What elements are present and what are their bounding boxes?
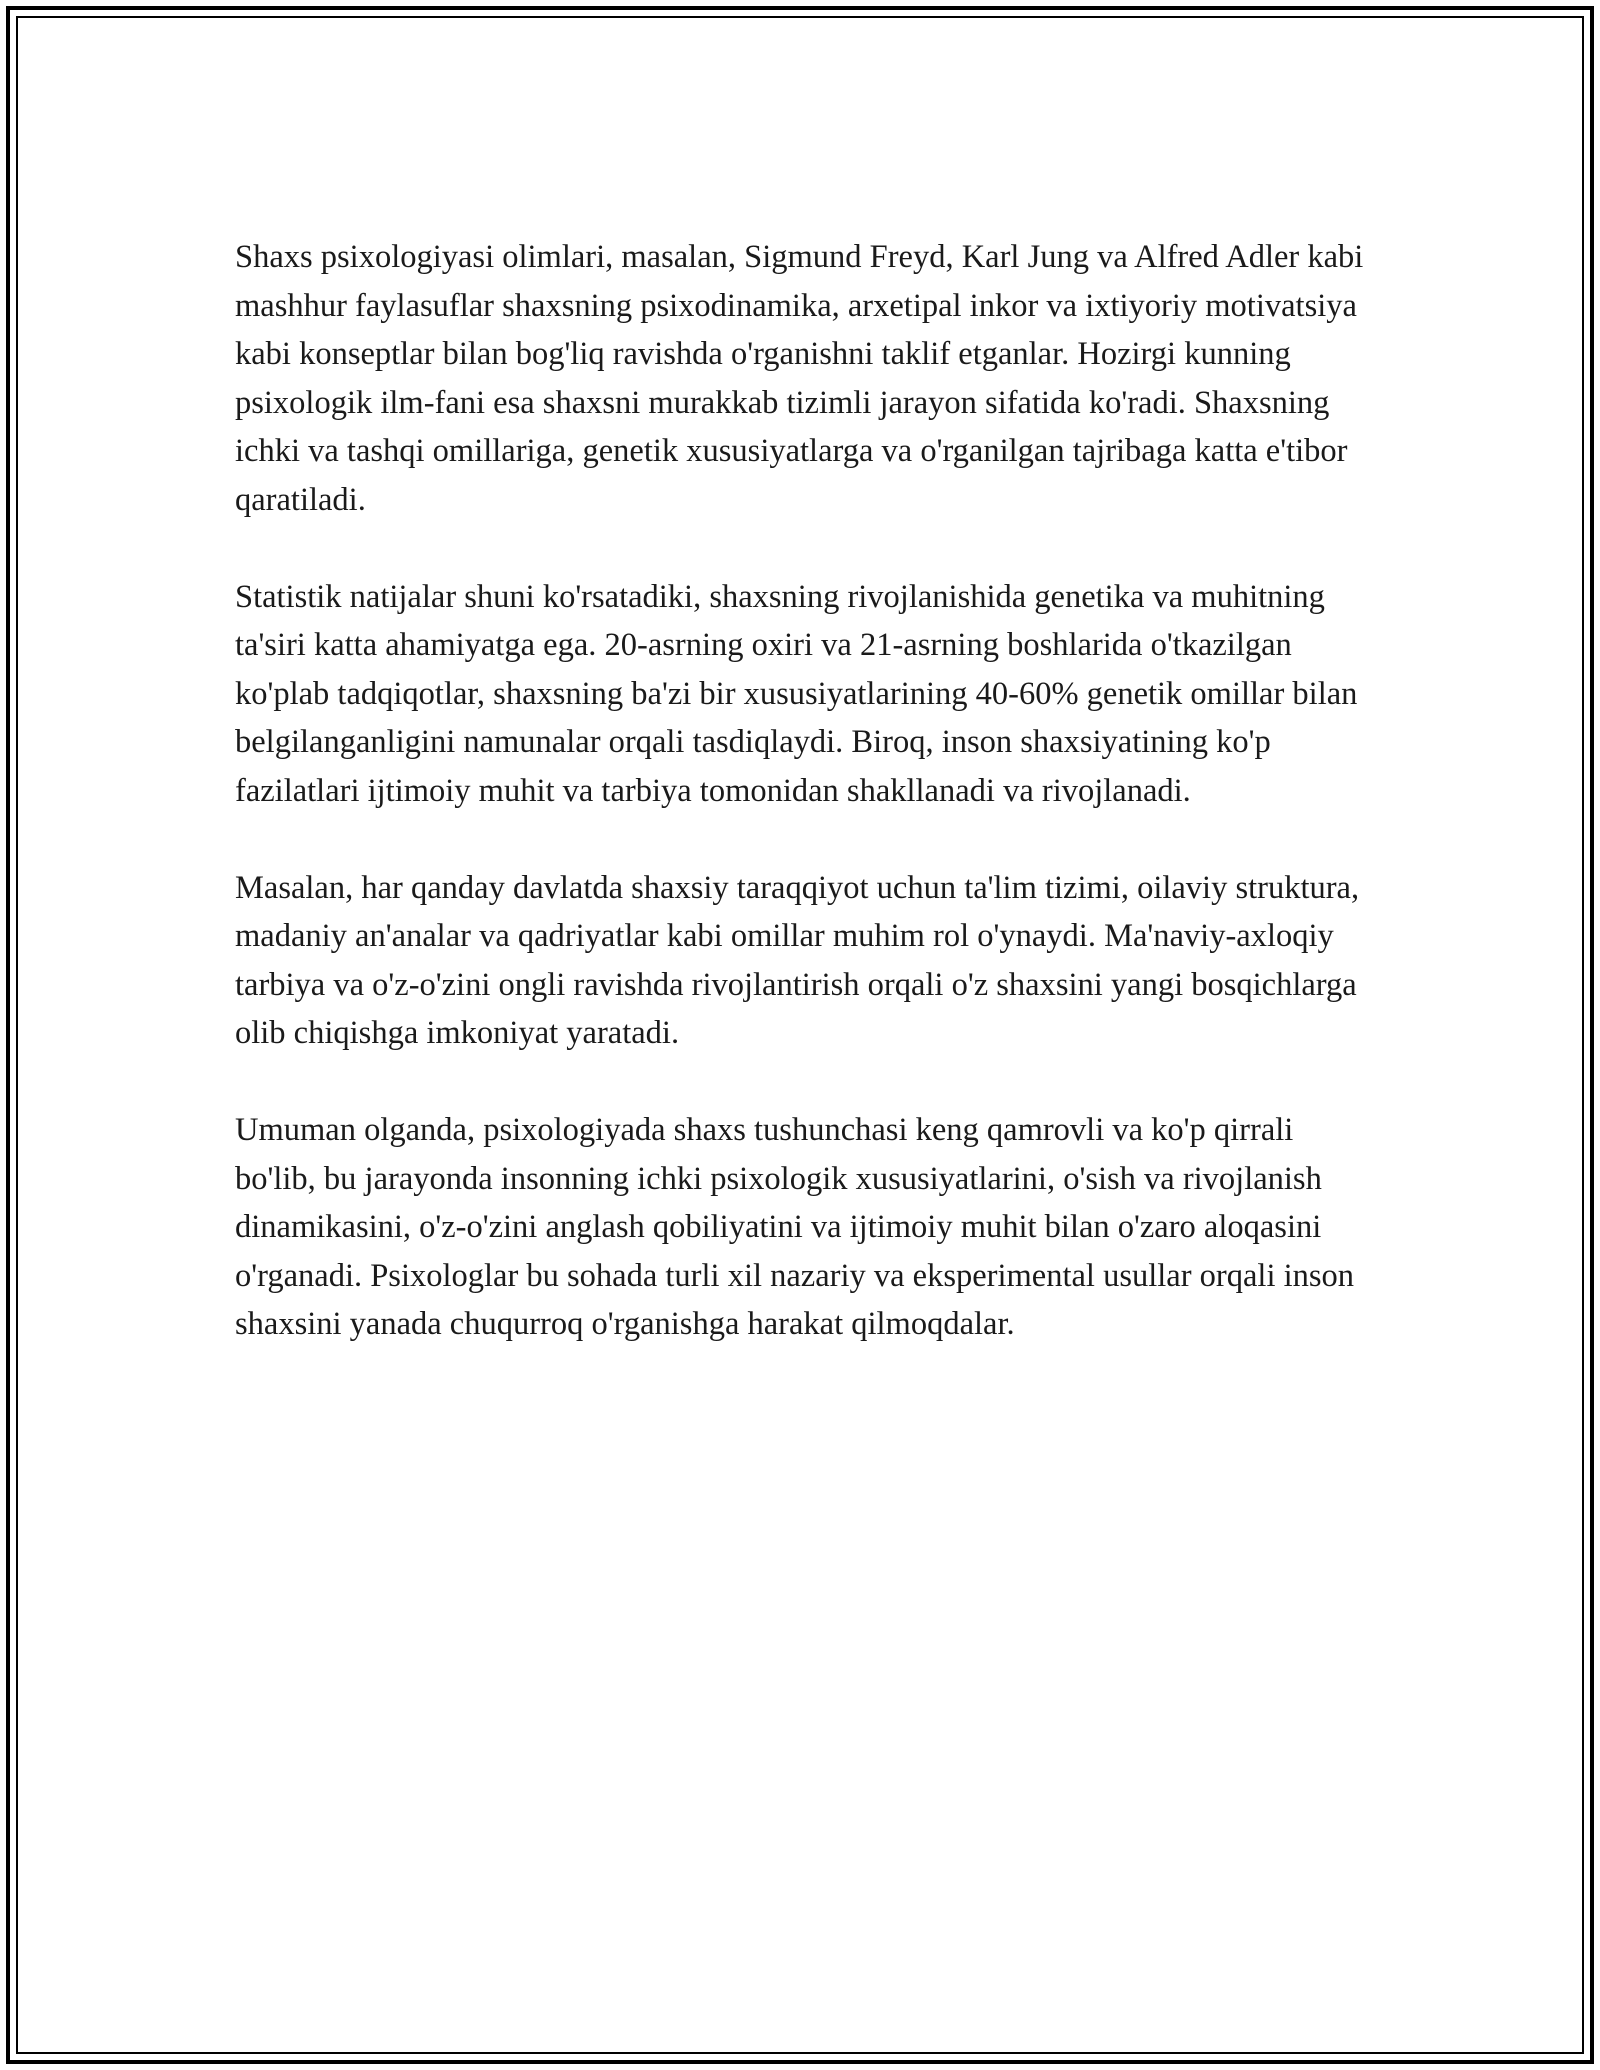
paragraph-2: Statistik natijalar shuni ko'rsatadiki, shaxsning rivojlanishida genetika va muhitning ta'siri katta ahamiyatga ega. 20-asrning oxiri va 21-asrning boshlarida o'tkazilgan ko'plab tadqiqotlar, shaxsning ba'zi bir xususiyatlarining 40-60% genetik omillar bilan belgilanganligini namunalar orqali tasdiqlaydi. Biroq, inson shaxsiyatining ko'p fazilatlari ijtimoiy muhit va tarbiya tomonidan shakllanadi va rivojlanadi. — [235, 578, 1358, 809]
paragraph-3: Masalan, har qanday davlatda shaxsiy taraqqiyot uchun ta'lim tizimi, oilaviy struktura, madaniy an'analar va qadriyatlar kabi omillar muhim rol o'ynaydi. Ma'naviy-axloqiy tarbiya va o'z-o'zini ongli ravishda rivojlantirish orqali o'z shaxsini yangi bosqichlarga olib chiqishga imkoniyat yaratadi. — [235, 869, 1360, 1051]
paragraph-4: Umuman olganda, psixologiyada shaxs tushunchasi keng qamrovli va ko'p qirrali bo'lib, bu jarayonda insonning ichki psixologik xususiyatlarini, o'sish va rivojlanish dinamikasini, o'z-o'zini anglash qobiliyatini va ijtimoiy muhit bilan o'zaro aloqasini o'rganadi. Psixologlar bu sohada turli xil nazariy va eksperimental usullar orqali inson shaxsini yanada chuqurroq o'rganishga harakat qilmoqdalar. — [235, 1112, 1355, 1342]
paragraph-1: Shaxs psixologiyasi olimlari, masalan, Sigmund Freyd, Karl Jung va Alfred Adler kabi mashhur faylasuflar shaxsning psixodinamika, arxetipal inkor va ixtiyoriy motivatsiya kabi konseptlar bilan bog'liq ravishda o'rganishni taklif etganlar. Hozirgi kunning psixologik ilm-fani esa shaxsni murakkab tizimli jarayon sifatida ko'radi. Shaxsning ichki va tashqi omillariga, genetik xususiyatlarga va o'rganilgan tajribaga katta e'tibor qaratiladi. — [235, 239, 1364, 518]
document-body — [235, 233, 1375, 1349]
